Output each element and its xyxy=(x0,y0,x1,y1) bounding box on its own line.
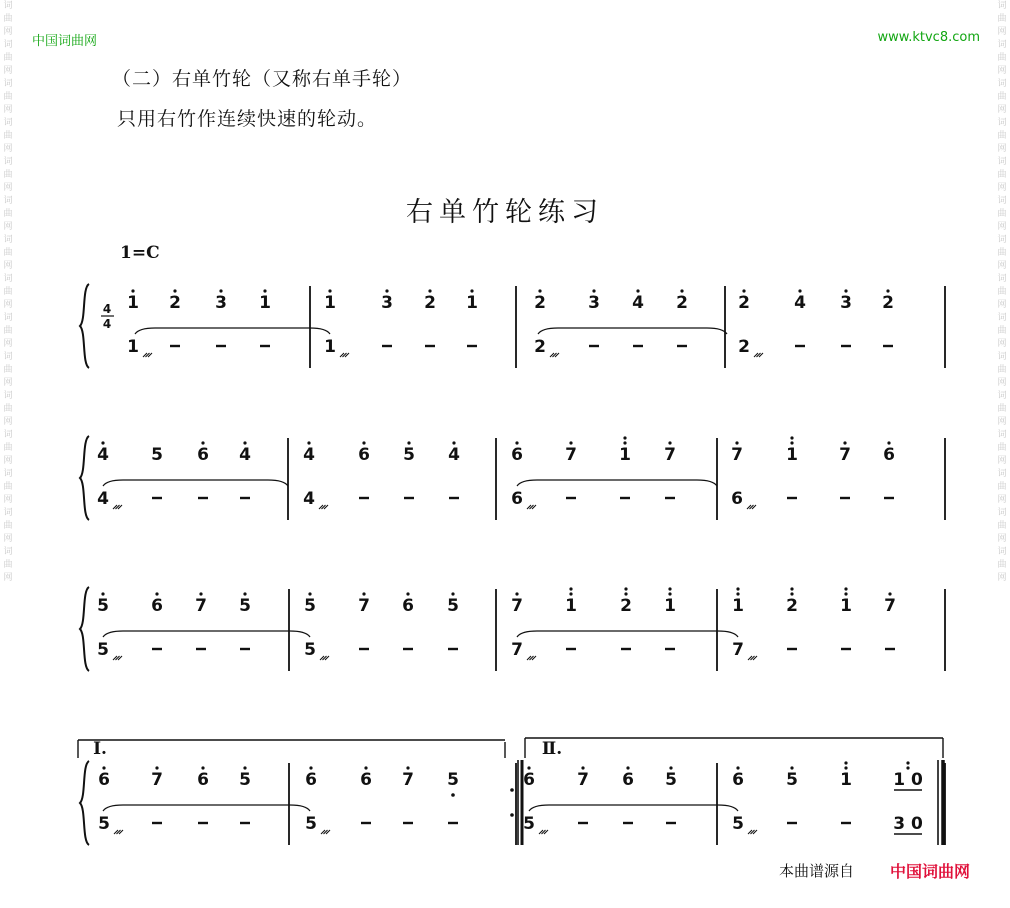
octave-dot xyxy=(243,766,246,769)
note-upper: 2 xyxy=(738,293,750,313)
note-upper: 2 xyxy=(169,293,181,313)
note-upper: 3 xyxy=(381,293,393,313)
octave-dot xyxy=(569,441,572,444)
octave-dot xyxy=(407,441,410,444)
note-upper: 7 xyxy=(565,445,577,465)
slur xyxy=(103,480,288,486)
note-upper: 2 xyxy=(620,596,632,616)
octave-dot xyxy=(515,441,518,444)
slur xyxy=(103,805,310,811)
octave-dot xyxy=(406,766,409,769)
note-upper: 5 xyxy=(239,770,251,790)
octave-dot xyxy=(362,441,365,444)
note-lower: 6 xyxy=(731,489,743,509)
octave-dot xyxy=(669,766,672,769)
octave-dot xyxy=(844,289,847,292)
octave-dot xyxy=(243,592,246,595)
note-upper: 6 xyxy=(523,770,535,790)
repeat-dot xyxy=(510,813,514,817)
side-watermark-right: 词曲网词曲网词曲网词曲网词曲网词曲网词曲网词曲网词曲网词曲网词曲网词曲网词曲网词曲网词曲网 xyxy=(997,1,1007,583)
note-upper: 6 xyxy=(360,770,372,790)
octave-dot xyxy=(173,289,176,292)
note-lower: 2 xyxy=(738,337,750,357)
note-lower: 4 xyxy=(303,489,315,509)
note-lower: 2 xyxy=(534,337,546,357)
octave-dot xyxy=(307,441,310,444)
octave-dot xyxy=(155,766,158,769)
slur xyxy=(517,480,717,486)
note-upper: 1 xyxy=(664,596,676,616)
note-upper: 7 xyxy=(577,770,589,790)
note-upper: 1 xyxy=(619,445,631,465)
time-signature-top: 4 xyxy=(102,302,112,316)
note-upper: 6 xyxy=(622,770,634,790)
octave-dot xyxy=(515,592,518,595)
octave-dot xyxy=(102,766,105,769)
octave-dot xyxy=(592,289,595,292)
octave-dot xyxy=(155,592,158,595)
note-upper: 5 xyxy=(665,770,677,790)
octave-dot xyxy=(668,587,671,590)
note-upper: 6 xyxy=(358,445,370,465)
note-upper: 1 xyxy=(259,293,271,313)
octave-dot xyxy=(790,587,793,590)
slur xyxy=(103,631,310,637)
note-upper: 6 xyxy=(197,770,209,790)
octave-dot xyxy=(428,289,431,292)
note-upper: 7 xyxy=(839,445,851,465)
note-upper: 1 xyxy=(786,445,798,465)
octave-dot xyxy=(201,766,204,769)
octave-dot xyxy=(790,436,793,439)
note-upper: 6 xyxy=(151,596,163,616)
note-lower: 5 xyxy=(304,640,316,660)
octave-dot xyxy=(844,587,847,590)
slur xyxy=(135,328,330,334)
note-upper: 2 xyxy=(882,293,894,313)
note-upper: 7 xyxy=(402,770,414,790)
octave-dot xyxy=(626,766,629,769)
octave-dot xyxy=(452,441,455,444)
note-upper: 6 xyxy=(402,596,414,616)
octave-dot xyxy=(735,441,738,444)
note-upper: 7 xyxy=(664,445,676,465)
note-upper: 1 xyxy=(840,770,852,790)
volta-label-2: Ⅱ. xyxy=(541,739,563,759)
octave-dot xyxy=(736,587,739,590)
note-upper: 1 0 xyxy=(893,770,923,790)
note-upper: 2 xyxy=(786,596,798,616)
octave-dot xyxy=(101,441,104,444)
note-lower: 5 xyxy=(305,814,317,834)
octave-dot xyxy=(527,766,530,769)
octave-dot xyxy=(886,289,889,292)
volta-label-1: Ⅰ. xyxy=(93,739,107,759)
system-brace xyxy=(80,284,89,368)
note-upper: 5 xyxy=(97,596,109,616)
octave-dot xyxy=(742,289,745,292)
octave-dot xyxy=(888,592,891,595)
octave-dot xyxy=(328,289,331,292)
note-lower: 6 xyxy=(511,489,523,509)
section-description: 只用右竹作连续快速的轮动。 xyxy=(117,108,378,130)
slur xyxy=(517,631,738,637)
note-upper: 7 xyxy=(884,596,896,616)
octave-dot xyxy=(101,592,104,595)
note-upper: 6 xyxy=(197,445,209,465)
octave-dot xyxy=(790,766,793,769)
note-upper: 5 xyxy=(304,596,316,616)
source-label: 本曲谱源自 xyxy=(779,862,855,880)
note-upper: 1 xyxy=(466,293,478,313)
note-upper: 6 xyxy=(98,770,110,790)
octave-dot xyxy=(624,592,627,595)
octave-dot xyxy=(844,761,847,764)
octave-dot xyxy=(569,592,572,595)
note-upper: 7 xyxy=(195,596,207,616)
octave-dot xyxy=(406,592,409,595)
octave-dot xyxy=(364,766,367,769)
note-lower: 1 xyxy=(324,337,336,357)
octave-dot xyxy=(470,289,473,292)
note-upper: 7 xyxy=(511,596,523,616)
octave-dot xyxy=(199,592,202,595)
octave-dot xyxy=(581,766,584,769)
note-upper: 2 xyxy=(534,293,546,313)
octave-dot xyxy=(636,289,639,292)
note-upper: 4 xyxy=(239,445,251,465)
section-heading: （二）右单竹轮（又称右单手轮） xyxy=(112,68,413,90)
note-lower: 3 0 xyxy=(893,814,923,834)
octave-dot xyxy=(844,592,847,595)
note-lower: 4 xyxy=(97,489,109,509)
octave-dot xyxy=(736,766,739,769)
system-brace xyxy=(80,761,89,845)
octave-dot xyxy=(362,592,365,595)
note-upper: 7 xyxy=(731,445,743,465)
octave-dot xyxy=(308,592,311,595)
note-upper: 3 xyxy=(215,293,227,313)
octave-dot xyxy=(451,793,455,797)
note-upper: 3 xyxy=(840,293,852,313)
octave-dot xyxy=(906,766,909,769)
note-upper: 5 xyxy=(239,596,251,616)
octave-dot xyxy=(263,289,266,292)
note-upper: 6 xyxy=(883,445,895,465)
octave-dot xyxy=(668,592,671,595)
octave-dot xyxy=(201,441,204,444)
repeat-dot xyxy=(510,788,514,792)
slur xyxy=(538,328,727,334)
note-upper: 1 xyxy=(732,596,744,616)
note-upper: 6 xyxy=(732,770,744,790)
source-site-link[interactable]: 中国词曲网 xyxy=(890,862,971,881)
octave-dot xyxy=(538,289,541,292)
note-upper: 4 xyxy=(303,445,315,465)
note-lower: 5 xyxy=(98,814,110,834)
note-upper: 4 xyxy=(448,445,460,465)
octave-dot xyxy=(385,289,388,292)
octave-dot xyxy=(790,441,793,444)
note-lower: 5 xyxy=(732,814,744,834)
octave-dot xyxy=(844,766,847,769)
note-lower: 7 xyxy=(511,640,523,660)
note-upper: 4 xyxy=(632,293,644,313)
note-upper: 1 xyxy=(324,293,336,313)
octave-dot xyxy=(906,761,909,764)
note-lower: 1 xyxy=(127,337,139,357)
note-upper: 2 xyxy=(424,293,436,313)
site-url-right[interactable]: www.ktvc8.com xyxy=(877,30,980,45)
system-brace xyxy=(80,436,89,520)
note-upper: 5 xyxy=(447,596,459,616)
note-upper: 1 xyxy=(840,596,852,616)
site-name-left[interactable]: 中国词曲网 xyxy=(32,34,98,49)
note-upper: 4 xyxy=(794,293,806,313)
note-upper: 6 xyxy=(305,770,317,790)
octave-dot xyxy=(243,441,246,444)
note-upper: 3 xyxy=(588,293,600,313)
note-lower: 7 xyxy=(732,640,744,660)
octave-dot xyxy=(219,289,222,292)
key-signature: 1=C xyxy=(120,243,160,263)
octave-dot xyxy=(790,592,793,595)
octave-dot xyxy=(798,289,801,292)
octave-dot xyxy=(623,436,626,439)
octave-dot xyxy=(131,289,134,292)
octave-dot xyxy=(736,592,739,595)
note-upper: 1 xyxy=(127,293,139,313)
octave-dot xyxy=(451,592,454,595)
note-upper: 4 xyxy=(97,445,109,465)
octave-dot xyxy=(309,766,312,769)
note-upper: 1 xyxy=(565,596,577,616)
note-upper: 5 xyxy=(786,770,798,790)
octave-dot xyxy=(624,587,627,590)
note-upper: 7 xyxy=(358,596,370,616)
octave-dot xyxy=(843,441,846,444)
side-watermark-left: 词曲网词曲网词曲网词曲网词曲网词曲网词曲网词曲网词曲网词曲网词曲网词曲网词曲网词曲网词曲网 xyxy=(3,1,13,583)
piece-title: 右单竹轮练习 xyxy=(406,197,604,228)
slur xyxy=(529,805,738,811)
system-brace xyxy=(80,587,89,671)
octave-dot xyxy=(569,587,572,590)
octave-dot xyxy=(668,441,671,444)
note-upper: 7 xyxy=(151,770,163,790)
note-upper: 5 xyxy=(151,445,163,465)
octave-dot xyxy=(623,441,626,444)
octave-dot xyxy=(680,289,683,292)
note-lower: 5 xyxy=(97,640,109,660)
octave-dot xyxy=(887,441,890,444)
note-upper: 5 xyxy=(447,770,459,790)
note-lower: 5 xyxy=(523,814,535,834)
note-upper: 5 xyxy=(403,445,415,465)
note-upper: 2 xyxy=(676,293,688,313)
time-signature-bottom: 4 xyxy=(102,317,112,331)
note-upper: 6 xyxy=(511,445,523,465)
